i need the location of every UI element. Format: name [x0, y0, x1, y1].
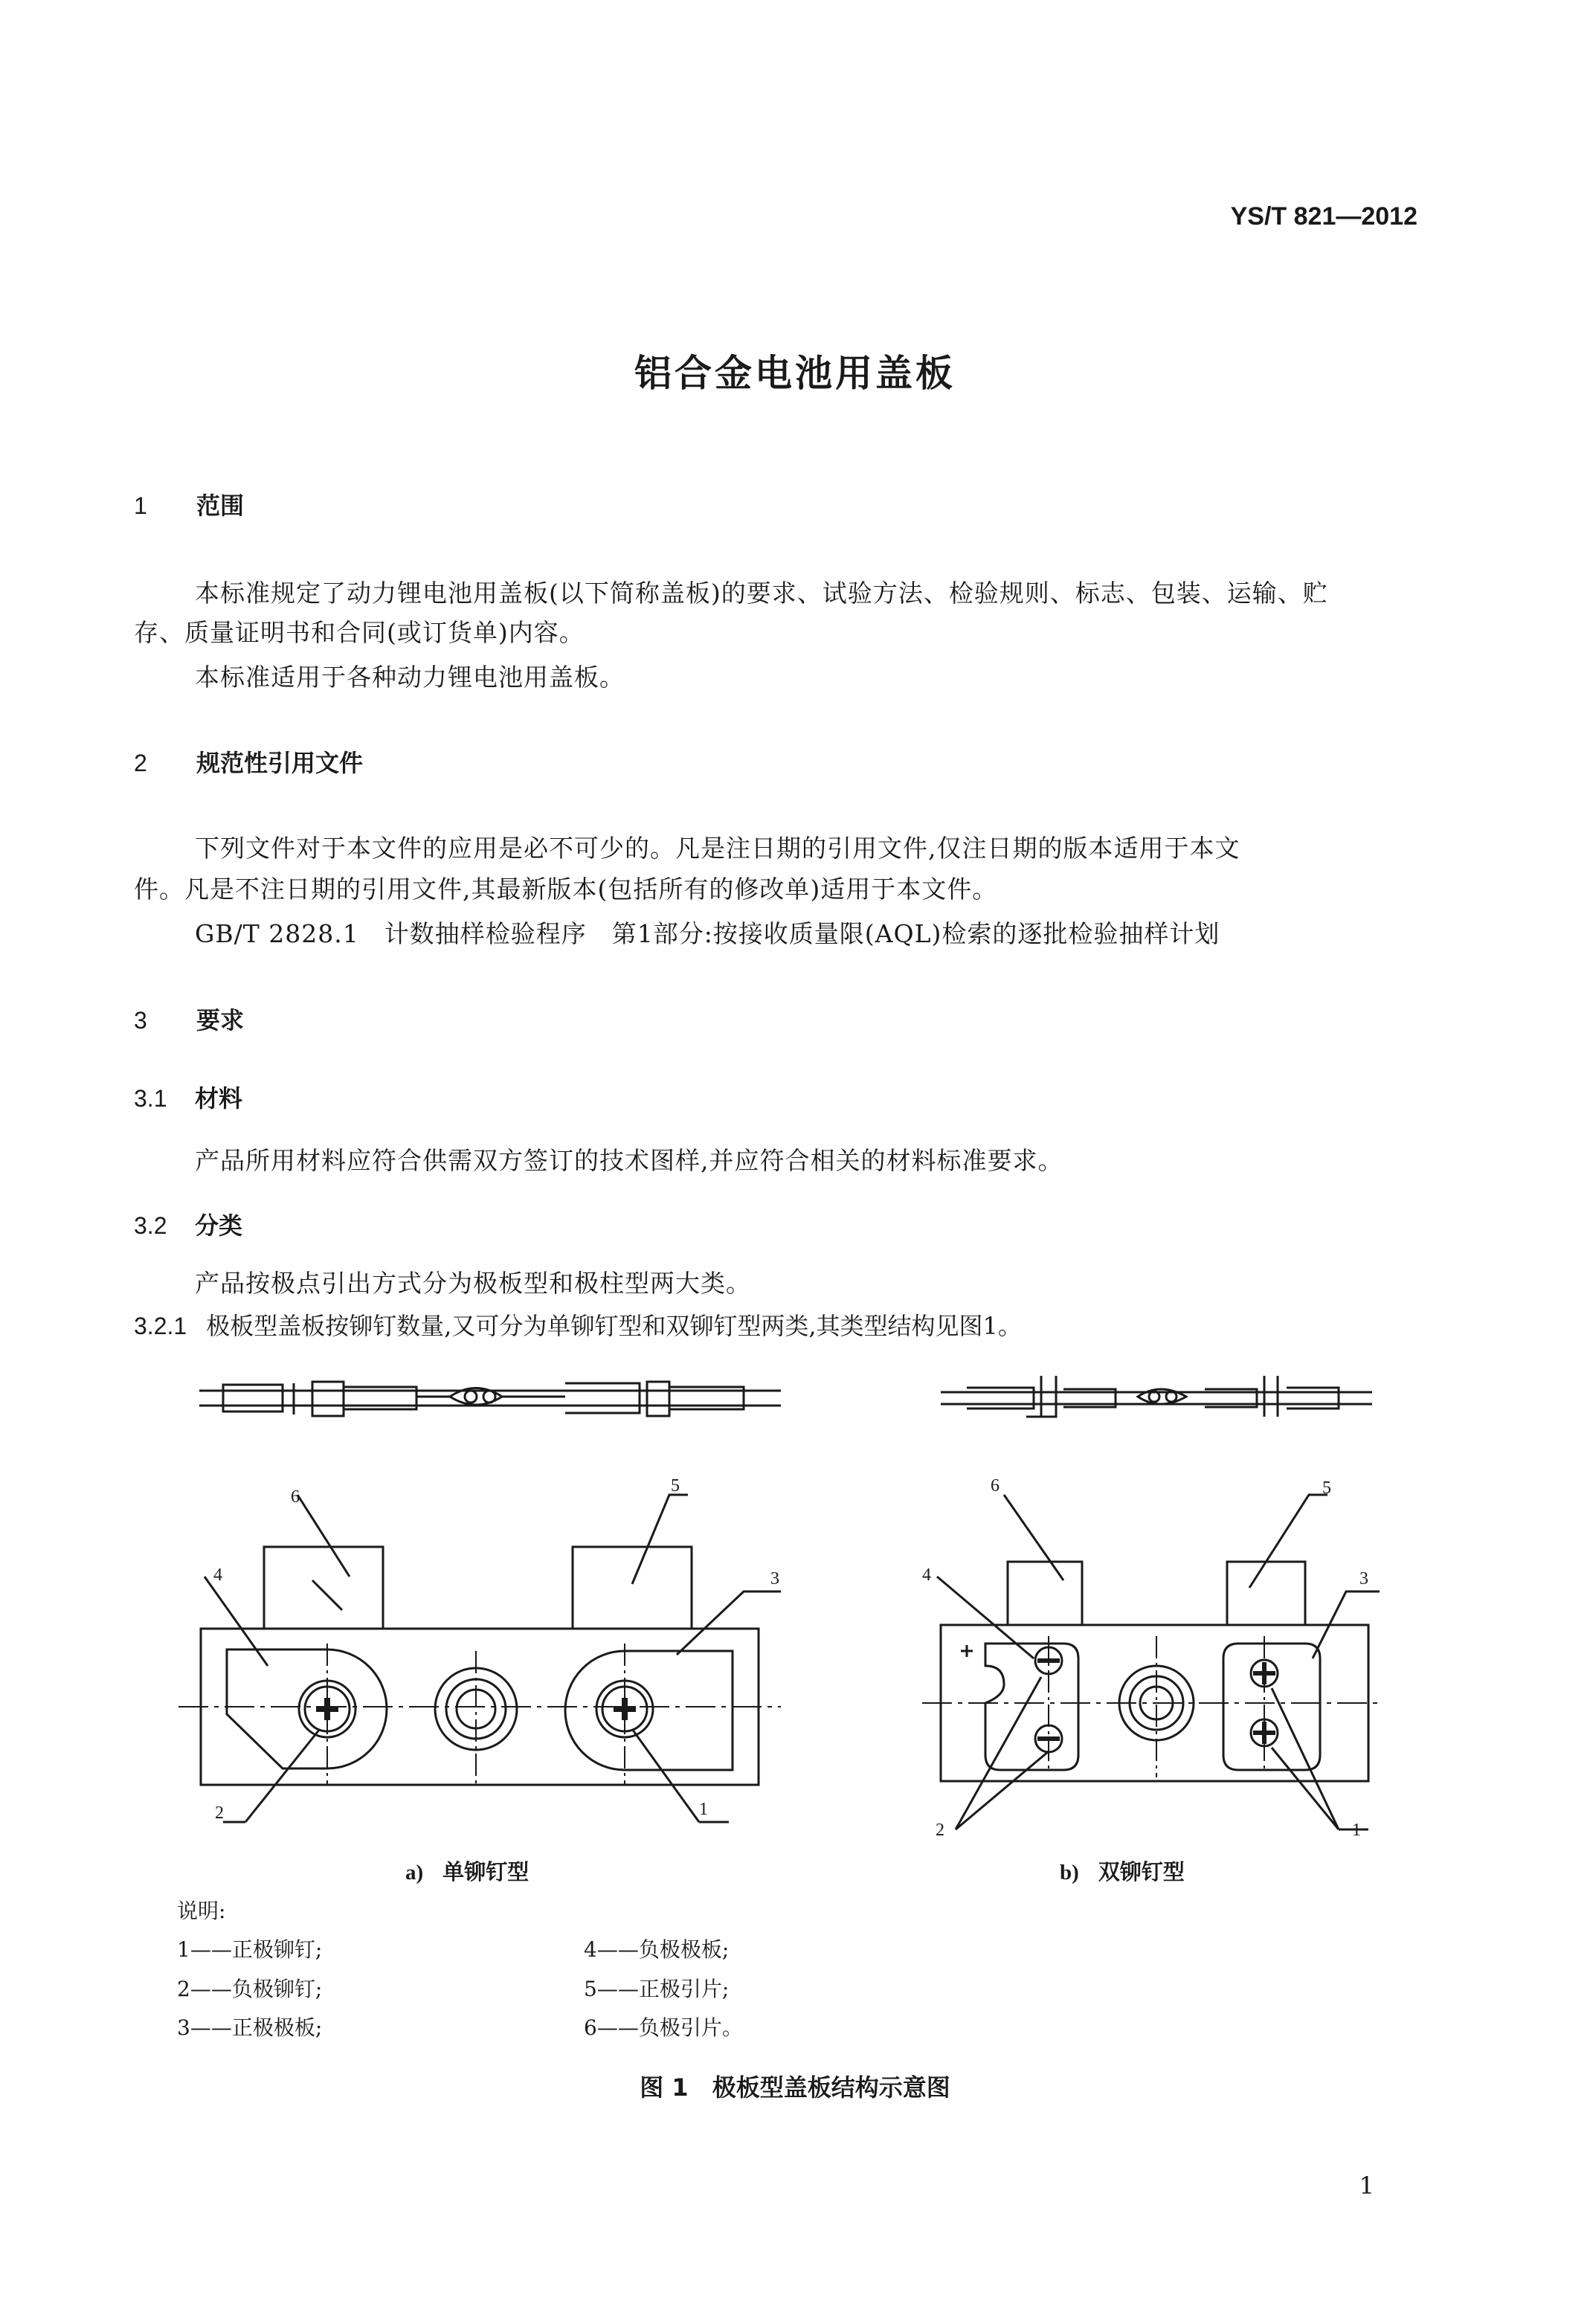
plan-view-single-rivet — [178, 1495, 781, 1822]
section-3-1-heading — [134, 1080, 242, 1114]
callout-6-b: 6 — [991, 1476, 1000, 1496]
subfigure-label: a) — [405, 1861, 424, 1884]
figure-1-drawing — [0, 1339, 1590, 1859]
section-3-heading — [134, 1002, 244, 1036]
subfigure-caption-b — [1060, 1855, 1185, 1886]
section-title: 材料 — [195, 1084, 243, 1113]
callout-5-b: 5 — [1322, 1478, 1331, 1498]
subfigure-title: 单铆钉型 — [442, 1859, 530, 1884]
page-number: 1 — [1359, 2172, 1374, 2200]
document-title: 铝合金电池用盖板 — [634, 352, 956, 395]
reference-entry: GB/T 2828.1 计数抽样检验程序 第1部分:按接收质量限(AQL)检索的逐批检验抽样计划 — [195, 919, 1220, 948]
figure-title: 极板型盖板结构示意图 — [712, 2073, 950, 2102]
section-title: 范围 — [196, 492, 245, 520]
figure-number: 图 1 — [640, 2073, 689, 2102]
section-number: 1 — [134, 492, 147, 519]
paragraph-line: 产品所用材料应符合供需双方签订的技术图样,并应符合相关的材料标准要求。 — [195, 1146, 1063, 1175]
callout-5-a: 5 — [671, 1476, 680, 1496]
section-number: 3.2 — [134, 1212, 167, 1239]
legend-item: 2——负极铆钉; — [177, 1977, 323, 2001]
paragraph-line: 本标准适用于各种动力锂电池用盖板。 — [195, 663, 625, 692]
section-number: 2 — [134, 750, 147, 776]
side-view-double-rivet — [941, 1376, 1372, 1417]
clause-3-2-1 — [134, 1307, 1022, 1342]
plan-view-double-rivet — [922, 1495, 1383, 1829]
callout-4-a: 4 — [213, 1565, 222, 1585]
clause-number: 3.2.1 — [134, 1313, 187, 1339]
callout-1-a: 1 — [699, 1800, 708, 1819]
callout-4-b: 4 — [922, 1565, 931, 1585]
figure-caption — [0, 2069, 1590, 2103]
section-number: 3 — [134, 1007, 147, 1034]
callout-1-b: 1 — [1352, 1821, 1361, 1840]
legend-item: 4——负极极板; — [584, 1937, 730, 1962]
legend-title: 说明: — [177, 1899, 226, 1923]
section-2-heading — [134, 744, 363, 779]
section-3-2-heading — [134, 1207, 242, 1241]
legend-item: 1——正极铆钉; — [177, 1937, 323, 1962]
section-title: 要求 — [196, 1006, 245, 1034]
section-number: 3.1 — [134, 1085, 167, 1112]
callout-2-b: 2 — [936, 1821, 944, 1840]
callout-6-a: 6 — [291, 1487, 300, 1507]
section-title: 分类 — [195, 1211, 243, 1240]
paragraph-line: 产品按极点引出方式分为极板型和极柱型两大类。 — [195, 1269, 751, 1298]
legend-item: 6——负极引片。 — [584, 2015, 743, 2040]
paragraph-line: 本标准规定了动力锂电池用盖板(以下简称盖板)的要求、试验方法、检验规则、标志、包装、运输、贮 — [195, 579, 1328, 608]
legend-item: 3——正极极板; — [177, 2015, 323, 2040]
paragraph-line: 下列文件对于本文件的应用是必不可少的。凡是注日期的引用文件,仅注日期的版本适用于本文 — [195, 834, 1240, 863]
subfigure-title: 双铆钉型 — [1098, 1859, 1185, 1884]
legend-item: 5——正极引片; — [584, 1977, 730, 2001]
paragraph-line: 存、质量证明书和合同(或订货单)内容。 — [134, 618, 585, 647]
subfigure-caption-a — [405, 1855, 529, 1886]
callout-3-b: 3 — [1359, 1569, 1368, 1589]
standard-number: YS/T 821—2012 — [1230, 202, 1417, 231]
section-title: 规范性引用文件 — [196, 749, 364, 777]
clause-text: 极板型盖板按铆钉数量,又可分为单铆钉型和双铆钉型两类,其类型结构见图1。 — [206, 1312, 1022, 1340]
section-1-heading — [134, 487, 244, 521]
paragraph-line: 件。凡是不注日期的引用文件,其最新版本(包括所有的修改单)适用于本文件。 — [134, 875, 998, 904]
callout-3-a: 3 — [770, 1569, 779, 1589]
callout-2-a: 2 — [215, 1803, 224, 1823]
side-view-single-rivet — [199, 1382, 781, 1416]
subfigure-label: b) — [1060, 1861, 1079, 1884]
